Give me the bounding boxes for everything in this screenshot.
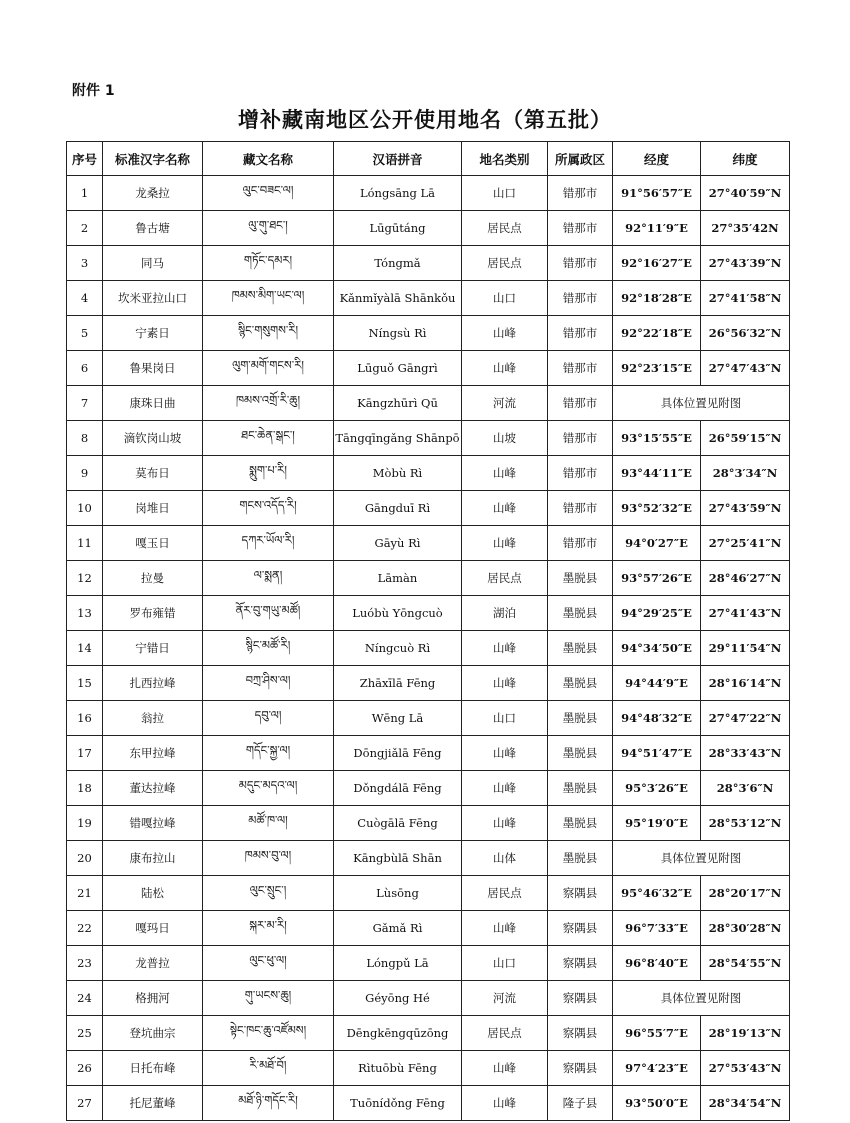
cell-seq: 18 bbox=[67, 771, 103, 806]
cell-hanzi: 康珠日曲 bbox=[103, 386, 203, 421]
cell-pinyin: Lóngsāng Lā bbox=[334, 176, 462, 211]
cell-hanzi: 岗堆日 bbox=[103, 491, 203, 526]
cell-hanzi: 同马 bbox=[103, 246, 203, 281]
cell-category: 山峰 bbox=[462, 806, 548, 841]
cell-category: 山峰 bbox=[462, 771, 548, 806]
cell-pinyin: Lóngpǔ Lā bbox=[334, 946, 462, 981]
table-row bbox=[67, 596, 790, 631]
cell-longitude: 92°18′28″E bbox=[613, 281, 701, 316]
cell-seq: 24 bbox=[67, 981, 103, 1016]
cell-region: 错那市 bbox=[548, 351, 613, 386]
cell-longitude: 94°51′47″E bbox=[613, 736, 701, 771]
cell-seq: 10 bbox=[67, 491, 103, 526]
cell-pinyin: Lāmàn bbox=[334, 561, 462, 596]
cell-latitude: 27°35′42N bbox=[701, 211, 790, 246]
cell-category: 居民点 bbox=[462, 561, 548, 596]
cell-category: 山坡 bbox=[462, 421, 548, 456]
cell-longitude: 93°44′11″E bbox=[613, 456, 701, 491]
header-longitude: 经度 bbox=[613, 142, 701, 176]
cell-hanzi: 托尼董峰 bbox=[103, 1086, 203, 1121]
cell-seq: 13 bbox=[67, 596, 103, 631]
cell-pinyin: Rìtuōbù Fēng bbox=[334, 1051, 462, 1086]
cell-hanzi: 扎西拉峰 bbox=[103, 666, 203, 701]
cell-seq: 22 bbox=[67, 911, 103, 946]
cell-pinyin: Géyōng Hé bbox=[334, 981, 462, 1016]
cell-longitude: 97°4′23″E bbox=[613, 1051, 701, 1086]
cell-longitude: 92°23′15″E bbox=[613, 351, 701, 386]
cell-pinyin: Níngsù Rì bbox=[334, 316, 462, 351]
cell-category: 居民点 bbox=[462, 211, 548, 246]
cell-location-note: 具体位置见附图 bbox=[613, 841, 790, 876]
cell-hanzi: 罗布雍错 bbox=[103, 596, 203, 631]
cell-seq: 7 bbox=[67, 386, 103, 421]
table-row bbox=[67, 561, 790, 596]
cell-longitude: 92°16′27″E bbox=[613, 246, 701, 281]
cell-longitude: 96°8′40″E bbox=[613, 946, 701, 981]
header-hanzi: 标准汉字名称 bbox=[103, 142, 203, 176]
cell-category: 山口 bbox=[462, 946, 548, 981]
cell-longitude: 95°19′0″E bbox=[613, 806, 701, 841]
cell-category: 居民点 bbox=[462, 876, 548, 911]
cell-tibetan: གངས་འདོད་རི། bbox=[203, 491, 334, 526]
cell-hanzi: 登坑曲宗 bbox=[103, 1016, 203, 1051]
cell-region: 隆子县 bbox=[548, 1086, 613, 1121]
table-row bbox=[67, 211, 790, 246]
cell-tibetan: གཏོང་དམར། bbox=[203, 246, 334, 281]
table-row bbox=[67, 421, 790, 456]
cell-region: 错那市 bbox=[548, 456, 613, 491]
cell-seq: 1 bbox=[67, 176, 103, 211]
header-region: 所属政区 bbox=[548, 142, 613, 176]
cell-seq: 20 bbox=[67, 841, 103, 876]
cell-latitude: 26°59′15″N bbox=[701, 421, 790, 456]
cell-hanzi: 坎米亚拉山口 bbox=[103, 281, 203, 316]
cell-hanzi: 宁素日 bbox=[103, 316, 203, 351]
cell-latitude: 28°34′54″N bbox=[701, 1086, 790, 1121]
cell-latitude: 27°47′43″N bbox=[701, 351, 790, 386]
table-row bbox=[67, 666, 790, 701]
cell-pinyin: Dōngjiǎlā Fēng bbox=[334, 736, 462, 771]
cell-hanzi: 东甲拉峰 bbox=[103, 736, 203, 771]
cell-hanzi: 鲁古塘 bbox=[103, 211, 203, 246]
cell-seq: 2 bbox=[67, 211, 103, 246]
cell-tibetan: གདོང་སྐྱ་ལ། bbox=[203, 736, 334, 771]
cell-category: 山口 bbox=[462, 701, 548, 736]
cell-longitude: 96°7′33″E bbox=[613, 911, 701, 946]
table-row bbox=[67, 526, 790, 561]
cell-region: 墨脱县 bbox=[548, 631, 613, 666]
cell-longitude: 92°22′18″E bbox=[613, 316, 701, 351]
header-pinyin: 汉语拼音 bbox=[334, 142, 462, 176]
cell-seq: 6 bbox=[67, 351, 103, 386]
cell-tibetan: དཀར་ཡོལ་རི། bbox=[203, 526, 334, 561]
cell-region: 错那市 bbox=[548, 526, 613, 561]
cell-longitude: 95°3′26″E bbox=[613, 771, 701, 806]
cell-longitude: 92°11′9″E bbox=[613, 211, 701, 246]
cell-pinyin: Gǎmǎ Rì bbox=[334, 911, 462, 946]
cell-seq: 3 bbox=[67, 246, 103, 281]
cell-category: 山口 bbox=[462, 176, 548, 211]
cell-tibetan: ཁམས་འགྲོ་རི་ཆུ། bbox=[203, 386, 334, 421]
header-tibetan: 藏文名称 bbox=[203, 142, 334, 176]
table-row bbox=[67, 806, 790, 841]
cell-region: 错那市 bbox=[548, 246, 613, 281]
cell-category: 山峰 bbox=[462, 491, 548, 526]
cell-region: 错那市 bbox=[548, 491, 613, 526]
cell-seq: 9 bbox=[67, 456, 103, 491]
cell-region: 错那市 bbox=[548, 281, 613, 316]
cell-region: 察隅县 bbox=[548, 946, 613, 981]
cell-latitude: 27°43′39″N bbox=[701, 246, 790, 281]
cell-tibetan: ལུག་མགོ་གངས་རི། bbox=[203, 351, 334, 386]
cell-tibetan: ནོར་བུ་གཡུ་མཚོ། bbox=[203, 596, 334, 631]
cell-latitude: 27°41′58″N bbox=[701, 281, 790, 316]
cell-seq: 25 bbox=[67, 1016, 103, 1051]
cell-region: 察隅县 bbox=[548, 876, 613, 911]
cell-hanzi: 莫布日 bbox=[103, 456, 203, 491]
cell-hanzi: 龙桑拉 bbox=[103, 176, 203, 211]
cell-seq: 5 bbox=[67, 316, 103, 351]
cell-latitude: 27°47′22″N bbox=[701, 701, 790, 736]
cell-pinyin: Luóbù Yōngcuò bbox=[334, 596, 462, 631]
cell-region: 墨脱县 bbox=[548, 701, 613, 736]
cell-hanzi: 拉曼 bbox=[103, 561, 203, 596]
cell-category: 居民点 bbox=[462, 1016, 548, 1051]
cell-tibetan: མཐོ་ཉི་གདོང་རི། bbox=[203, 1086, 334, 1121]
cell-seq: 26 bbox=[67, 1051, 103, 1086]
table-row bbox=[67, 981, 790, 1016]
cell-pinyin: Kāngbùlā Shān bbox=[334, 841, 462, 876]
cell-longitude: 93°50′0″E bbox=[613, 1086, 701, 1121]
cell-tibetan: མཚོ་ཁ་ལ། bbox=[203, 806, 334, 841]
header-latitude: 纬度 bbox=[701, 142, 790, 176]
table-row bbox=[67, 246, 790, 281]
cell-latitude: 29°11′54″N bbox=[701, 631, 790, 666]
cell-category: 山峰 bbox=[462, 666, 548, 701]
table-header-row bbox=[67, 142, 790, 176]
cell-tibetan: ལུང་བཟང་ལ། bbox=[203, 176, 334, 211]
cell-location-note: 具体位置见附图 bbox=[613, 386, 790, 421]
cell-latitude: 28°33′43″N bbox=[701, 736, 790, 771]
table-row bbox=[67, 911, 790, 946]
cell-seq: 11 bbox=[67, 526, 103, 561]
cell-hanzi: 错嘎拉峰 bbox=[103, 806, 203, 841]
cell-region: 错那市 bbox=[548, 316, 613, 351]
cell-tibetan: སྨུག་པ་རི། bbox=[203, 456, 334, 491]
cell-latitude: 28°20′17″N bbox=[701, 876, 790, 911]
cell-longitude: 94°29′25″E bbox=[613, 596, 701, 631]
table-row bbox=[67, 736, 790, 771]
cell-pinyin: Gāngduī Rì bbox=[334, 491, 462, 526]
cell-hanzi: 嘎玉日 bbox=[103, 526, 203, 561]
cell-seq: 16 bbox=[67, 701, 103, 736]
cell-longitude: 91°56′57″E bbox=[613, 176, 701, 211]
table-row bbox=[67, 1051, 790, 1086]
cell-latitude: 26°56′32″N bbox=[701, 316, 790, 351]
cell-tibetan: སྐར་མ་རི། bbox=[203, 911, 334, 946]
cell-tibetan: མདུང་མདའ་ལ། bbox=[203, 771, 334, 806]
cell-region: 错那市 bbox=[548, 211, 613, 246]
cell-category: 山峰 bbox=[462, 456, 548, 491]
cell-hanzi: 日托布峰 bbox=[103, 1051, 203, 1086]
cell-seq: 27 bbox=[67, 1086, 103, 1121]
cell-category: 居民点 bbox=[462, 246, 548, 281]
cell-pinyin: Mòbù Rì bbox=[334, 456, 462, 491]
cell-latitude: 28°53′12″N bbox=[701, 806, 790, 841]
cell-category: 山峰 bbox=[462, 526, 548, 561]
cell-region: 错那市 bbox=[548, 176, 613, 211]
cell-longitude: 93°15′55″E bbox=[613, 421, 701, 456]
cell-longitude: 93°52′32″E bbox=[613, 491, 701, 526]
cell-tibetan: ཁམས་མིག་ཡང་ལ། bbox=[203, 281, 334, 316]
cell-pinyin: Kāngzhūrì Qū bbox=[334, 386, 462, 421]
table-row bbox=[67, 456, 790, 491]
cell-latitude: 28°54′55″N bbox=[701, 946, 790, 981]
cell-latitude: 27°53′43″N bbox=[701, 1051, 790, 1086]
cell-pinyin: Gāyù Rì bbox=[334, 526, 462, 561]
cell-pinyin: Dǒngdálā Fēng bbox=[334, 771, 462, 806]
cell-category: 山口 bbox=[462, 281, 548, 316]
cell-tibetan: སྙིང་མཚོ་རི། bbox=[203, 631, 334, 666]
cell-longitude: 94°44′9″E bbox=[613, 666, 701, 701]
cell-latitude: 28°30′28″N bbox=[701, 911, 790, 946]
table-row bbox=[67, 701, 790, 736]
cell-pinyin: Lūguǒ Gāngrì bbox=[334, 351, 462, 386]
cell-hanzi: 陆松 bbox=[103, 876, 203, 911]
cell-pinyin: Níngcuò Rì bbox=[334, 631, 462, 666]
cell-pinyin: Dēngkēngqūzōng bbox=[334, 1016, 462, 1051]
cell-region: 墨脱县 bbox=[548, 771, 613, 806]
cell-tibetan: སྙིང་གསུགས་རི། bbox=[203, 316, 334, 351]
cell-category: 湖泊 bbox=[462, 596, 548, 631]
cell-tibetan: སྟེང་ཁང་ཆུ་འཛོམས། bbox=[203, 1016, 334, 1051]
document-title: 增补藏南地区公开使用地名（第五批） bbox=[238, 108, 612, 132]
cell-region: 墨脱县 bbox=[548, 666, 613, 701]
cell-hanzi: 龙普拉 bbox=[103, 946, 203, 981]
cell-region: 墨脱县 bbox=[548, 736, 613, 771]
cell-latitude: 28°3′6″N bbox=[701, 771, 790, 806]
cell-hanzi: 康布拉山 bbox=[103, 841, 203, 876]
cell-pinyin: Tāngqīngǎng Shānpō bbox=[334, 421, 462, 456]
table-row bbox=[67, 316, 790, 351]
cell-longitude: 94°34′50″E bbox=[613, 631, 701, 666]
cell-tibetan: རི་མཐོ་བོ། bbox=[203, 1051, 334, 1086]
cell-tibetan: ལུང་ཕུ་ལ། bbox=[203, 946, 334, 981]
cell-latitude: 27°43′59″N bbox=[701, 491, 790, 526]
cell-pinyin: Lūgūtáng bbox=[334, 211, 462, 246]
table-row bbox=[67, 176, 790, 211]
cell-tibetan: ཁམས་བུ་ལ། bbox=[203, 841, 334, 876]
cell-pinyin: Kǎnmǐyàlā Shānkǒu bbox=[334, 281, 462, 316]
cell-longitude: 95°46′32″E bbox=[613, 876, 701, 911]
cell-region: 墨脱县 bbox=[548, 806, 613, 841]
cell-pinyin: Wēng Lā bbox=[334, 701, 462, 736]
cell-tibetan: དབུ་ལ། bbox=[203, 701, 334, 736]
table-row bbox=[67, 491, 790, 526]
cell-hanzi: 宁错日 bbox=[103, 631, 203, 666]
cell-category: 山体 bbox=[462, 841, 548, 876]
cell-hanzi: 翁拉 bbox=[103, 701, 203, 736]
cell-pinyin: Lùsōng bbox=[334, 876, 462, 911]
cell-pinyin: Tóngmǎ bbox=[334, 246, 462, 281]
cell-category: 山峰 bbox=[462, 631, 548, 666]
cell-category: 河流 bbox=[462, 386, 548, 421]
cell-category: 山峰 bbox=[462, 1051, 548, 1086]
cell-hanzi: 鲁果岗日 bbox=[103, 351, 203, 386]
cell-longitude: 94°48′32″E bbox=[613, 701, 701, 736]
cell-category: 山峰 bbox=[462, 1086, 548, 1121]
table-row bbox=[67, 841, 790, 876]
table-row bbox=[67, 1086, 790, 1121]
cell-region: 错那市 bbox=[548, 386, 613, 421]
cell-category: 河流 bbox=[462, 981, 548, 1016]
cell-category: 山峰 bbox=[462, 736, 548, 771]
cell-tibetan: གུ་ཡངས་ཆུ། bbox=[203, 981, 334, 1016]
cell-seq: 8 bbox=[67, 421, 103, 456]
cell-region: 墨脱县 bbox=[548, 841, 613, 876]
cell-seq: 15 bbox=[67, 666, 103, 701]
cell-tibetan: བཀྲ་ཤིས་ལ། bbox=[203, 666, 334, 701]
cell-tibetan: ལུ་གུ་ཐང་། bbox=[203, 211, 334, 246]
cell-seq: 19 bbox=[67, 806, 103, 841]
cell-longitude: 96°55′7″E bbox=[613, 1016, 701, 1051]
table-row bbox=[67, 281, 790, 316]
cell-tibetan: ཐང་ཆེན་སྒང་། bbox=[203, 421, 334, 456]
cell-hanzi: 嘎玛日 bbox=[103, 911, 203, 946]
cell-seq: 4 bbox=[67, 281, 103, 316]
cell-location-note: 具体位置见附图 bbox=[613, 981, 790, 1016]
cell-seq: 23 bbox=[67, 946, 103, 981]
cell-region: 墨脱县 bbox=[548, 596, 613, 631]
cell-category: 山峰 bbox=[462, 351, 548, 386]
cell-seq: 12 bbox=[67, 561, 103, 596]
cell-pinyin: Tuōnídǒng Fēng bbox=[334, 1086, 462, 1121]
table-row bbox=[67, 876, 790, 911]
cell-category: 山峰 bbox=[462, 316, 548, 351]
cell-latitude: 28°3′34″N bbox=[701, 456, 790, 491]
cell-tibetan: ལུང་སྲུང་། bbox=[203, 876, 334, 911]
cell-longitude: 93°57′26″E bbox=[613, 561, 701, 596]
cell-hanzi: 董达拉峰 bbox=[103, 771, 203, 806]
cell-region: 察隅县 bbox=[548, 1051, 613, 1086]
cell-hanzi: 滴钦岗山坡 bbox=[103, 421, 203, 456]
table-row bbox=[67, 631, 790, 666]
cell-latitude: 28°16′14″N bbox=[701, 666, 790, 701]
table-row bbox=[67, 771, 790, 806]
attachment-label: 附件 1 bbox=[72, 83, 115, 99]
table-row bbox=[67, 946, 790, 981]
cell-latitude: 27°25′41″N bbox=[701, 526, 790, 561]
cell-region: 察隅县 bbox=[548, 981, 613, 1016]
header-seq: 序号 bbox=[67, 142, 103, 176]
place-names-table bbox=[66, 141, 790, 1121]
table-row bbox=[67, 351, 790, 386]
cell-seq: 17 bbox=[67, 736, 103, 771]
cell-seq: 21 bbox=[67, 876, 103, 911]
cell-pinyin: Zhāxīlā Fēng bbox=[334, 666, 462, 701]
cell-longitude: 94°0′27″E bbox=[613, 526, 701, 561]
cell-hanzi: 格拥河 bbox=[103, 981, 203, 1016]
cell-region: 察隅县 bbox=[548, 911, 613, 946]
cell-pinyin: Cuògālā Fēng bbox=[334, 806, 462, 841]
table-row bbox=[67, 1016, 790, 1051]
cell-latitude: 28°19′13″N bbox=[701, 1016, 790, 1051]
cell-region: 错那市 bbox=[548, 421, 613, 456]
cell-seq: 14 bbox=[67, 631, 103, 666]
header-category: 地名类别 bbox=[462, 142, 548, 176]
cell-tibetan: ལ་སྨན། bbox=[203, 561, 334, 596]
cell-latitude: 28°46′27″N bbox=[701, 561, 790, 596]
table-row bbox=[67, 386, 790, 421]
cell-category: 山峰 bbox=[462, 911, 548, 946]
cell-latitude: 27°40′59″N bbox=[701, 176, 790, 211]
cell-region: 察隅县 bbox=[548, 1016, 613, 1051]
cell-region: 墨脱县 bbox=[548, 561, 613, 596]
cell-latitude: 27°41′43″N bbox=[701, 596, 790, 631]
